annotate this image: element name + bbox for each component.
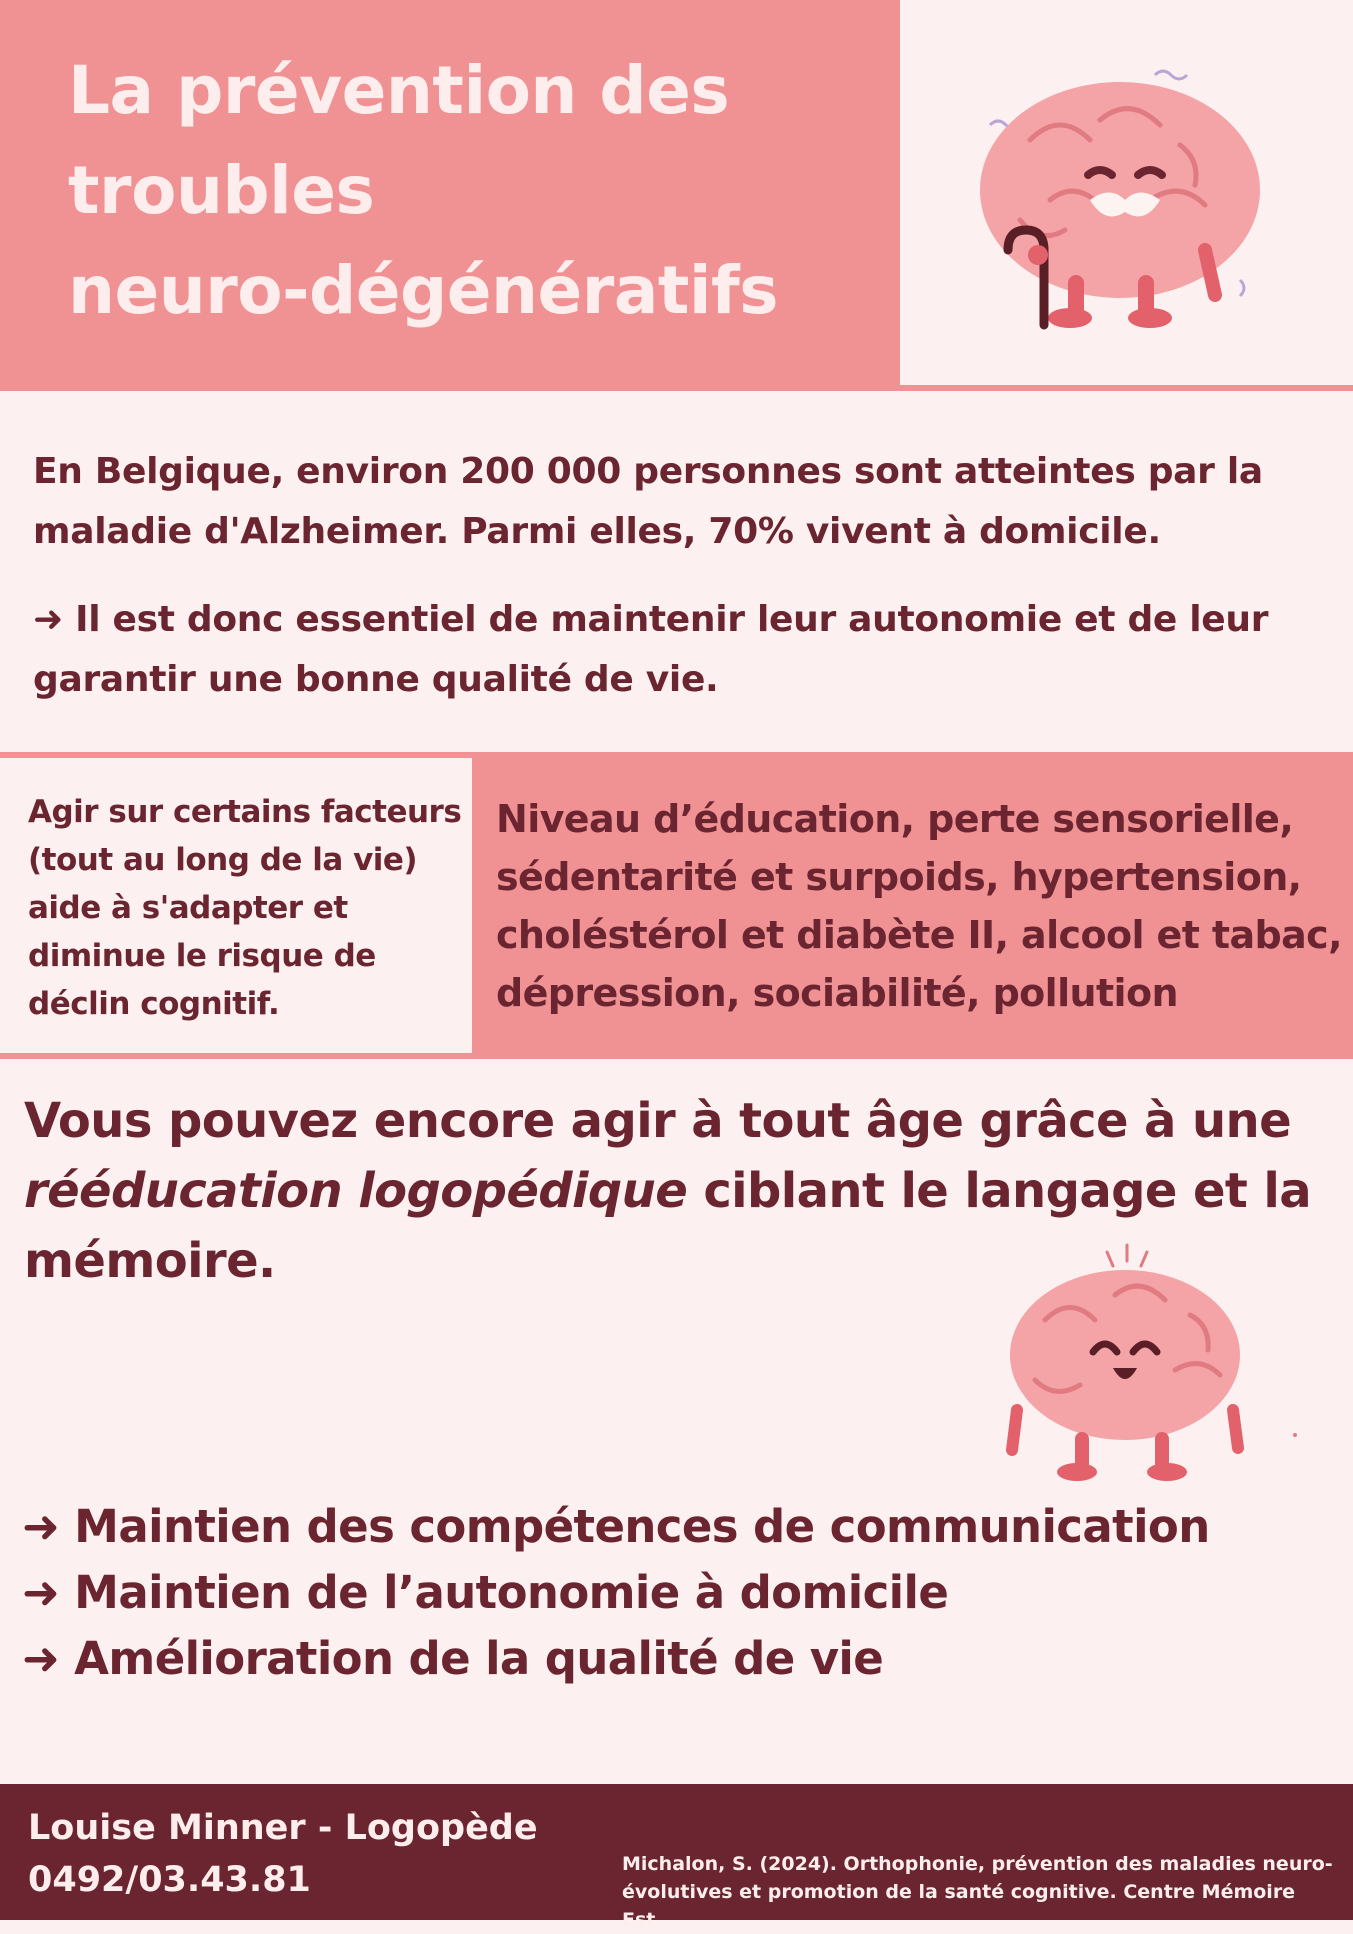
risk-factors-list: Niveau d’éducation, perte sensorielle, sédentarité et surpoids, hypertension, choléstérol et diabète II, alcool et tabac, dépression, sociabilité, pollution [496,797,1342,1015]
divider [0,1053,1353,1059]
divider [0,752,1353,758]
factors-intro-text: Agir sur certains facteurs (tout au long de la vie) aide à s'adapter et diminue le risque de déclin cognitif. [28,794,462,1022]
intro-paragraph-1: En Belgique, environ 200 000 personnes sont atteintes par la maladie d'Alzheimer. Parmi elles, 70% vivent à domicile. [33,451,1263,552]
page-title-line-3: neuro-dégénératifs [68,252,779,329]
cta-text-start: Vous pouvez encore agir à tout âge grâce à une [24,1093,1292,1149]
old-brain-icon [950,50,1280,340]
benefit-item-1: ➜ Maintien des compétences de communication [22,1500,1210,1553]
cta-text-end: ciblant le langage et la mémoire. [24,1163,1312,1289]
page-title-line-1: La prévention des [68,52,730,129]
citation: Michalon, S. (2024). Orthophonie, prévention des maladies neuro-évolutives et promotion de la santé cognitive. Centre Mémoire Est. [622,1853,1333,1931]
divider [0,385,1353,391]
benefit-item-2: ➜ Maintien de l’autonomie à domicile [22,1566,949,1619]
intro-paragraph-2: ➜ Il est donc essentiel de maintenir leur autonomie et de leur garantir une bonne qualité de vie. [33,599,1269,700]
benefit-item-3: ➜ Amélioration de la qualité de vie [22,1632,884,1685]
author-name: Louise Minner - Logopède [28,1808,538,1848]
page-title-line-2: troubles [68,152,375,229]
cta-emphasis: rééducation logopédique [24,1163,688,1219]
phone-number: 0492/03.43.81 [28,1860,311,1900]
happy-brain-icon [1005,1240,1305,1490]
